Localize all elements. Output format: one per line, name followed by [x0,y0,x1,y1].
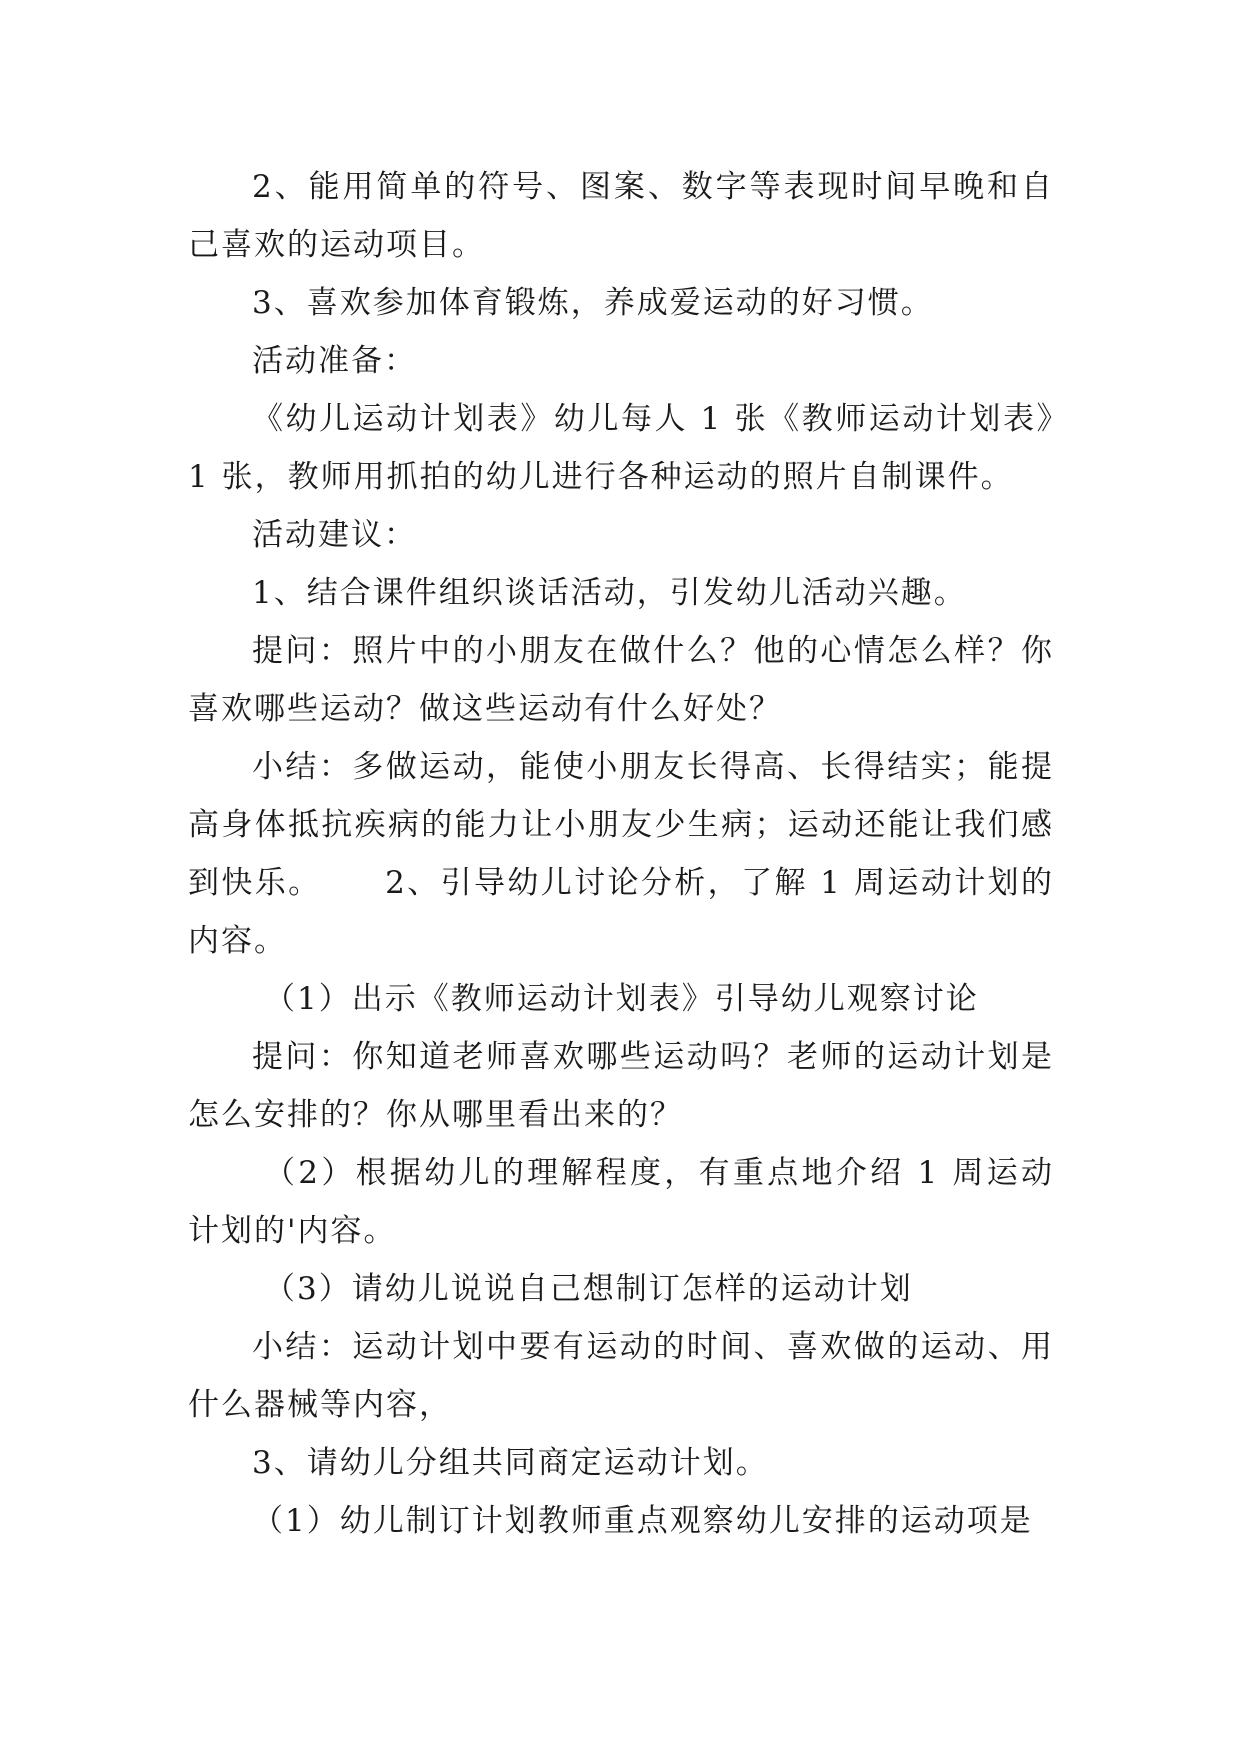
paragraph-preparation: 《幼儿运动计划表》幼儿每人 1 张《教师运动计划表》1 张，教师用抓拍的幼儿进行各种运动的照片自制课件。 [188,401,1054,495]
paragraph-goal-3: 3、喜欢参加体育锻炼，养成爱运动的好习惯。 [252,285,934,321]
section-heading-preparation: 活动准备： [252,343,417,379]
document-page [188,158,1054,1550]
paragraph-summary-1: 小结：多做运动，能使小朋友长得高、长得结实；能提高身体抵抗疾病的能力让小朋友少生病；运动还能让我们感到快乐。 2、引导幼儿讨论分析，了解 1 周运动计划的内容。 [188,749,1054,959]
paragraph-substep-3: （3）请幼儿说说自己想制订怎样的运动计划 [264,1271,913,1307]
paragraph-question-1: 提问：照片中的小朋友在做什么？他的心情怎么样？你喜欢哪些运动？做这些运动有什么好处？ [188,633,1054,727]
paragraph-step-3: 3、请幼儿分组共同商定运动计划。 [252,1445,769,1481]
paragraph-goal-2: 2、能用简单的符号、图案、数字等表现时间早晚和自己喜欢的运动项目。 [188,169,1054,263]
paragraph-substep-2: （2）根据幼儿的理解程度，有重点地介绍 1 周运动计划的'内容。 [188,1155,1054,1249]
paragraph-step-3-substep-1: （1）幼儿制订计划教师重点观察幼儿安排的运动项是 [252,1503,1033,1539]
paragraph-step-1: 1、结合课件组织谈话活动，引发幼儿活动兴趣。 [252,575,967,611]
paragraph-question-2: 提问：你知道老师喜欢哪些运动吗？老师的运动计划是怎么安排的？你从哪里看出来的？ [188,1039,1054,1133]
paragraph-substep-1: （1）出示《教师运动计划表》引导幼儿观察讨论 [264,981,979,1017]
paragraph-summary-2: 小结：运动计划中要有运动的时间、喜欢做的运动、用什么器械等内容， [188,1329,1054,1423]
section-heading-suggestions: 活动建议： [252,517,417,553]
